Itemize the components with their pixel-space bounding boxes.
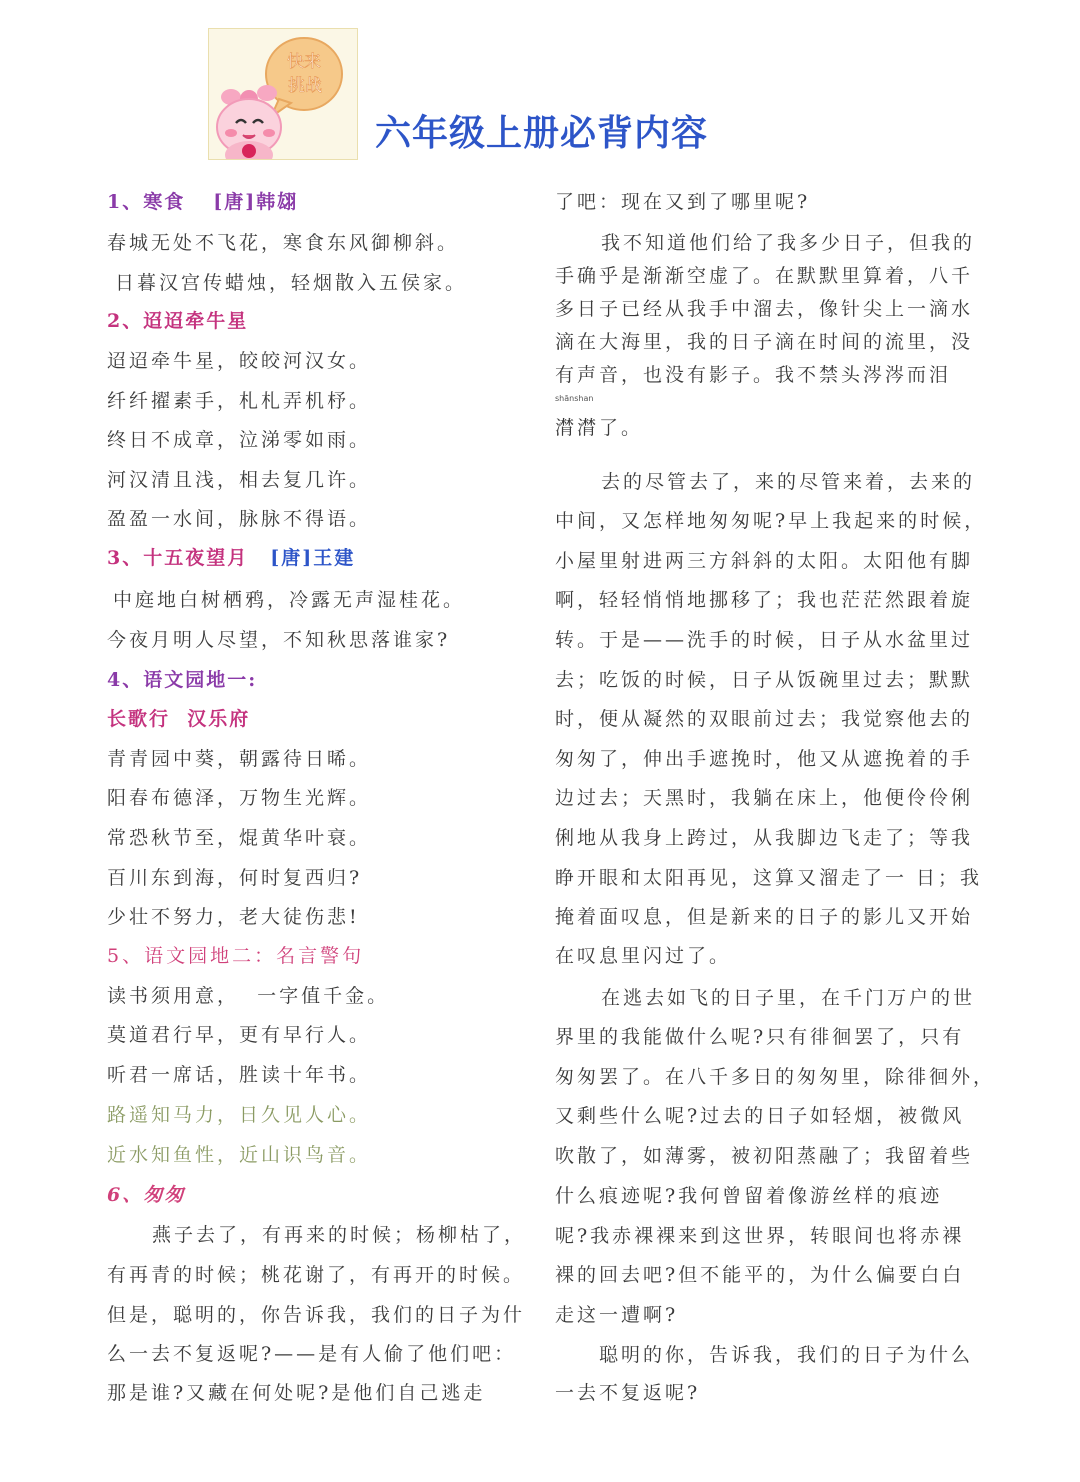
quote-line: 听君一席话，胜读十年书。 <box>107 1064 372 1086</box>
prose-line: 啊，轻轻悄悄地挪移了；我也茫茫然跟着旋 <box>555 589 974 611</box>
pinyin-annotation: shānshan <box>555 394 594 403</box>
section-3-heading <box>107 546 355 570</box>
prose-line: 匆匆了，伸出手遮挽时，他又从遮挽着的手 <box>555 748 974 770</box>
prose-line: 手确乎是渐渐空虚了。在默默里算着，八千 <box>555 265 974 287</box>
prose-line: 滴在大海里，我的日子滴在时间的流里，没 <box>555 331 974 353</box>
poem-line: 河汉清且浅，相去复几许。 <box>107 469 372 491</box>
poem-line: 常恐秋节至，焜黄华叶衰。 <box>107 827 372 849</box>
prose-line: 吹散了，如薄雾，被初阳蒸融了；我留着些 <box>555 1145 974 1167</box>
prose-line: 掩着面叹息，但是新来的日子的影儿又开始 <box>555 906 974 928</box>
prose-line: 潸潸了。 <box>555 417 644 439</box>
section-3-author: [唐]王建 <box>270 547 356 569</box>
poem-line: 中庭地白树栖鸦，冷露无声湿桂花。 <box>113 589 466 611</box>
prose-line: 时，便从凝然的双眼前过去；我觉察他去的 <box>555 708 974 730</box>
poem-line: 少壮不努力，老大徒伤悲! <box>107 906 360 928</box>
prose-line: 聪明的你，告诉我，我们的日子为什么 <box>599 1344 974 1366</box>
prose-line: 我不知道他们给了我多少日子，但我的 <box>601 232 976 254</box>
poem-line: 阳春布德泽，万物生光辉。 <box>107 787 372 809</box>
quote-line: 读书须用意， 一字值千金。 <box>107 985 390 1007</box>
prose-line: 但是，聪明的，你告诉我，我们的日子为什 <box>107 1304 526 1326</box>
prose-line: 在逃去如飞的日子里，在千门万户的世 <box>601 987 976 1009</box>
prose-line: 那是谁?又藏在何处呢?是他们自己逃走 <box>107 1382 486 1404</box>
section-1-heading <box>107 190 298 214</box>
section-3-title: 3、十五夜望月 <box>107 547 249 569</box>
page-title: 六年级上册必背内容 <box>375 113 709 154</box>
prose-line: 呢?我赤裸裸来到这世界，转眼间也将赤裸 <box>555 1225 965 1247</box>
prose-line: 去的尽管去了，来的尽管来着，去来的 <box>601 471 976 493</box>
prose-line: 燕子去了，有再来的时候；杨柳枯了， <box>152 1224 527 1246</box>
prose-line: 在叹息里闪过了。 <box>555 945 732 967</box>
poem-line: 盈盈一水间，脉脉不得语。 <box>107 508 372 530</box>
section-5-title: 5、语文园地二：名言警句 <box>107 945 365 967</box>
prose-line: 转。于是——洗手的时候，日子从水盆里过 <box>555 629 974 651</box>
page-header <box>0 0 1080 180</box>
badge-text-2: 挑战 <box>288 76 322 96</box>
poem-line: 纤纤擢素手，札札弄机杼。 <box>107 390 372 412</box>
quote-line: 莫道君行早，更有早行人。 <box>107 1024 372 1046</box>
mascot-icon <box>209 29 358 160</box>
section-6-title: 6、匆匆 <box>107 1184 186 1206</box>
poem-line: 终日不成章，泣涕零如雨。 <box>107 429 372 451</box>
section-4-title: 4、语文园地一: <box>107 669 258 691</box>
prose-line: 中间，又怎样地匆匆呢?早上我起来的时候， <box>555 510 987 532</box>
prose-line: 么一去不复返呢?——是有人偷了他们吧： <box>107 1343 517 1365</box>
poem-line: 春城无处不飞花，寒食东风御柳斜。 <box>107 232 460 254</box>
prose-line: 睁开眼和太阳再见，这算又溜走了一 日；我 <box>555 867 983 889</box>
prose-line: 多日子已经从我手中溜去，像针尖上一滴水 <box>555 298 974 320</box>
badge-text-1: 快来 <box>287 52 321 72</box>
section-4-subtitle: 长歌行 汉乐府 <box>107 708 251 730</box>
prose-line: 裸的回去吧?但不能平的，为什么偏要白白 <box>555 1264 965 1286</box>
section-2-title: 2、迢迢牵牛星 <box>107 310 249 332</box>
quote-line: 路遥知马力，日久见人心。 <box>107 1104 372 1126</box>
prose-line: 走这一遭啊? <box>555 1304 679 1326</box>
mascot-illustration <box>208 28 358 160</box>
poem-line: 今夜月明人尽望，不知秋思落谁家? <box>107 629 451 651</box>
prose-line: 什么痕迹呢?我何曾留着像游丝样的痕迹 <box>555 1185 943 1207</box>
prose-line: 了吧：现在又到了哪里呢? <box>555 191 811 213</box>
prose-line: 去；吃饭的时候，日子从饭碗里过去；默默 <box>555 669 974 691</box>
poem-line: 青青园中葵，朝露待日晞。 <box>107 748 372 770</box>
section-1-title: 1、寒食 <box>107 191 186 213</box>
prose-line: 小屋里射进两三方斜斜的太阳。太阳他有脚 <box>555 550 974 572</box>
prose-line: 一去不复返呢? <box>555 1382 701 1404</box>
prose-line: 俐地从我身上跨过，从我脚边飞走了；等我 <box>555 827 974 849</box>
poem-line: 日暮汉宫传蜡烛，轻烟散入五侯家。 <box>115 272 468 294</box>
poem-line: 百川东到海，何时复西归? <box>107 867 363 889</box>
poem-line: 迢迢牵牛星，皎皎河汉女。 <box>107 350 372 372</box>
prose-line: 有再青的时候；桃花谢了，有再开的时候。 <box>107 1264 526 1286</box>
prose-line: 又剩些什么呢?过去的日子如轻烟，被微风 <box>555 1105 965 1127</box>
prose-line: 界里的我能做什么呢?只有徘徊罢了，只有 <box>555 1026 965 1048</box>
quote-line: 近水知鱼性，近山识鸟音。 <box>107 1144 372 1166</box>
prose-line: 匆匆罢了。在八千多日的匆匆里，除徘徊外， <box>555 1066 996 1088</box>
section-1-author: [唐]韩翃 <box>213 191 299 213</box>
prose-line: 有声音，也没有影子。我不禁头涔涔而泪 <box>555 364 952 386</box>
prose-line: 边过去；天黑时，我躺在床上，他便伶伶俐 <box>555 787 974 809</box>
